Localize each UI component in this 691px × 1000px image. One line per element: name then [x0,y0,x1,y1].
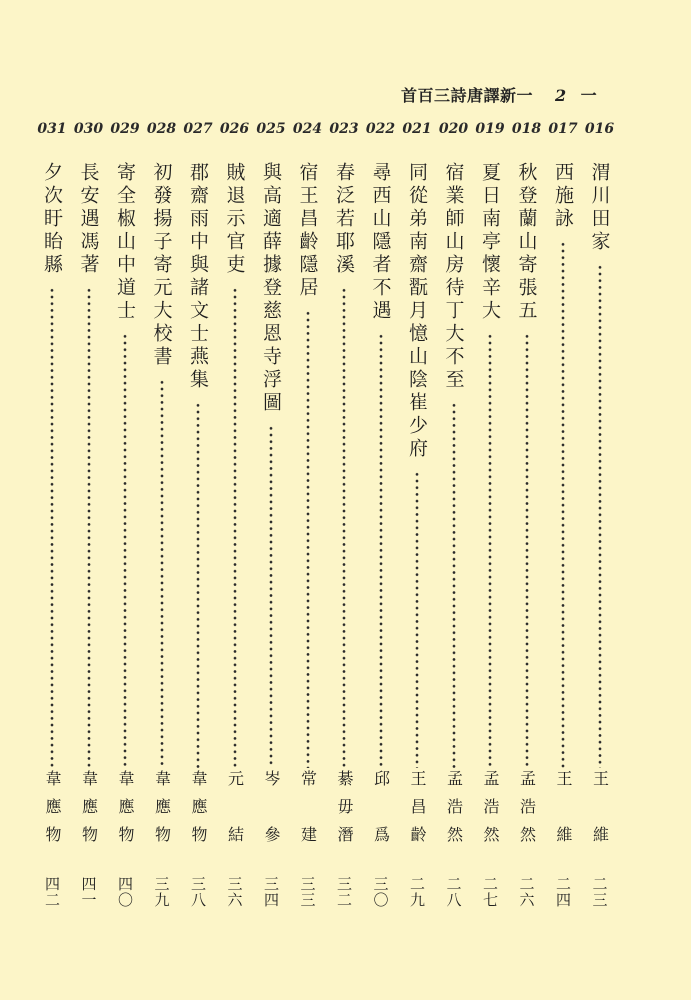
entry-title: 宿業師山房待丁大不至 [442,162,465,392]
leader-dots [122,333,128,768]
entry-body [399,162,435,768]
entry-number: 019 [475,121,505,137]
entry-title: 宿王昌齡隱居 [296,162,319,300]
entry-title: 郡齋雨中與諸文士燕集 [187,162,209,392]
entry-number: 027 [183,121,213,137]
entry-number: 030 [73,121,104,137]
leader-dots [86,287,92,768]
leader-dots [560,241,566,768]
entry-page-number: 三三 [298,876,317,908]
entry-body [180,162,216,768]
leader-dots [487,333,493,768]
entry-number: 023 [329,121,359,137]
entry-author: 韋應物 [152,770,172,842]
leader-dots [195,402,201,768]
entry-author: 常建 [298,770,318,842]
toc-entry [34,0,70,1000]
toc-entry [144,0,180,1000]
entry-page-number: 四二 [43,876,61,908]
entry-title: 尋西山隱者不遇 [369,162,392,323]
entry-number: 029 [110,121,140,137]
toc-entry [363,0,399,1000]
entry-body [582,162,618,768]
entry-number: 017 [548,121,578,137]
entry-page-number: 三八 [189,876,207,908]
entry-title: 長安遇馮著 [77,162,100,277]
entry-body [363,162,399,768]
entry-title: 春泛若耶溪 [333,162,355,277]
entry-title: 西施詠 [552,162,574,231]
entry-author: 邱爲 [371,770,391,842]
entry-number: 022 [365,121,396,137]
entry-page-number: 四〇 [116,876,134,908]
toc-entry [472,0,508,1000]
toc-entry [326,0,362,1000]
entry-page-number: 四一 [79,876,98,908]
entry-title: 秋登蘭山寄張五 [515,162,538,323]
entry-body [436,162,472,768]
toc-entry [290,0,326,1000]
entry-number: 016 [584,121,615,137]
leader-dots [341,287,347,768]
leader-dots [524,333,530,768]
entry-author: 元結 [225,770,245,842]
entry-body [107,162,143,768]
book-title: 首百三詩唐譯新 [401,86,517,105]
entry-title: 渭川田家 [588,162,611,254]
entry-number: 026 [219,121,250,137]
leader-dots [378,333,384,768]
entry-title: 與高適薛據登慈恩寺浮圖 [260,162,282,415]
leader-dots [305,310,311,768]
entry-page-number: 二九 [408,876,426,908]
leader-dots [232,287,238,768]
page-dash-left: 一 [516,86,534,105]
entry-page-number: 二八 [444,876,463,908]
entry-title: 夕次盱眙縣 [41,162,63,277]
leader-dots [159,379,165,768]
entry-author: 韋應物 [116,770,135,842]
entry-page-number: 三六 [225,876,244,908]
entry-author: 韋應物 [79,770,99,842]
entry-title: 賊退示官吏 [223,162,246,277]
leader-dots [49,287,55,768]
toc-entry [509,0,545,1000]
entry-body [290,162,326,768]
entry-title: 初發揚子寄元大校書 [150,162,173,369]
entry-author: 王維 [590,770,610,842]
entry-author: 韋應物 [43,770,62,842]
entry-number: 028 [146,121,177,137]
toc-entry [436,0,472,1000]
leader-dots [414,471,420,768]
toc-entry [399,0,435,1000]
entry-body [34,162,70,768]
entry-number: 025 [256,121,286,137]
toc-entry [253,0,289,1000]
toc-entry [71,0,107,1000]
entry-number: 021 [402,121,432,137]
entry-author: 孟浩然 [444,770,464,842]
entry-number: 024 [292,121,323,137]
entry-author: 王維 [554,770,573,842]
entry-author: 韋應物 [189,770,208,842]
entry-body [144,162,180,768]
toc-entry [180,0,216,1000]
toc-entry [217,0,253,1000]
entry-page-number: 二七 [481,876,499,908]
entry-title: 同從弟南齋翫月憶山陰崔少府 [406,162,428,461]
entry-author: 王昌齡 [408,770,427,842]
entry-body [326,162,362,768]
entry-author: 孟浩然 [481,770,500,842]
entry-body [217,162,253,768]
entry-page-number: 三〇 [371,876,390,908]
leader-dots [268,425,274,768]
entry-author: 孟浩然 [517,770,537,842]
entry-author: 綦毋潛 [335,770,354,842]
leader-dots [451,402,457,768]
entry-page-number: 三二 [335,876,353,908]
entry-author: 岑參 [262,770,281,842]
toc-entry [582,0,618,1000]
entry-body [545,162,581,768]
page-dash-right: 一 [580,86,598,105]
entry-page-number: 二四 [554,876,572,908]
entry-body [509,162,545,768]
entry-number: 020 [438,121,469,137]
entry-body [472,162,508,768]
entry-body [71,162,107,768]
entry-page-number: 二六 [517,876,536,908]
toc-entry [107,0,143,1000]
leader-dots [597,264,603,768]
entry-page-number: 二三 [590,876,609,908]
toc-entry [545,0,581,1000]
entry-page-number: 三九 [152,876,171,908]
entry-number: 018 [511,121,542,137]
page-number: 2 [555,86,567,105]
entry-title: 夏日南亭懷辛大 [479,162,501,323]
entry-title: 寄全椒山中道士 [114,162,136,323]
entry-body [253,162,289,768]
entry-page-number: 三四 [262,876,280,908]
entry-number: 031 [37,121,67,137]
